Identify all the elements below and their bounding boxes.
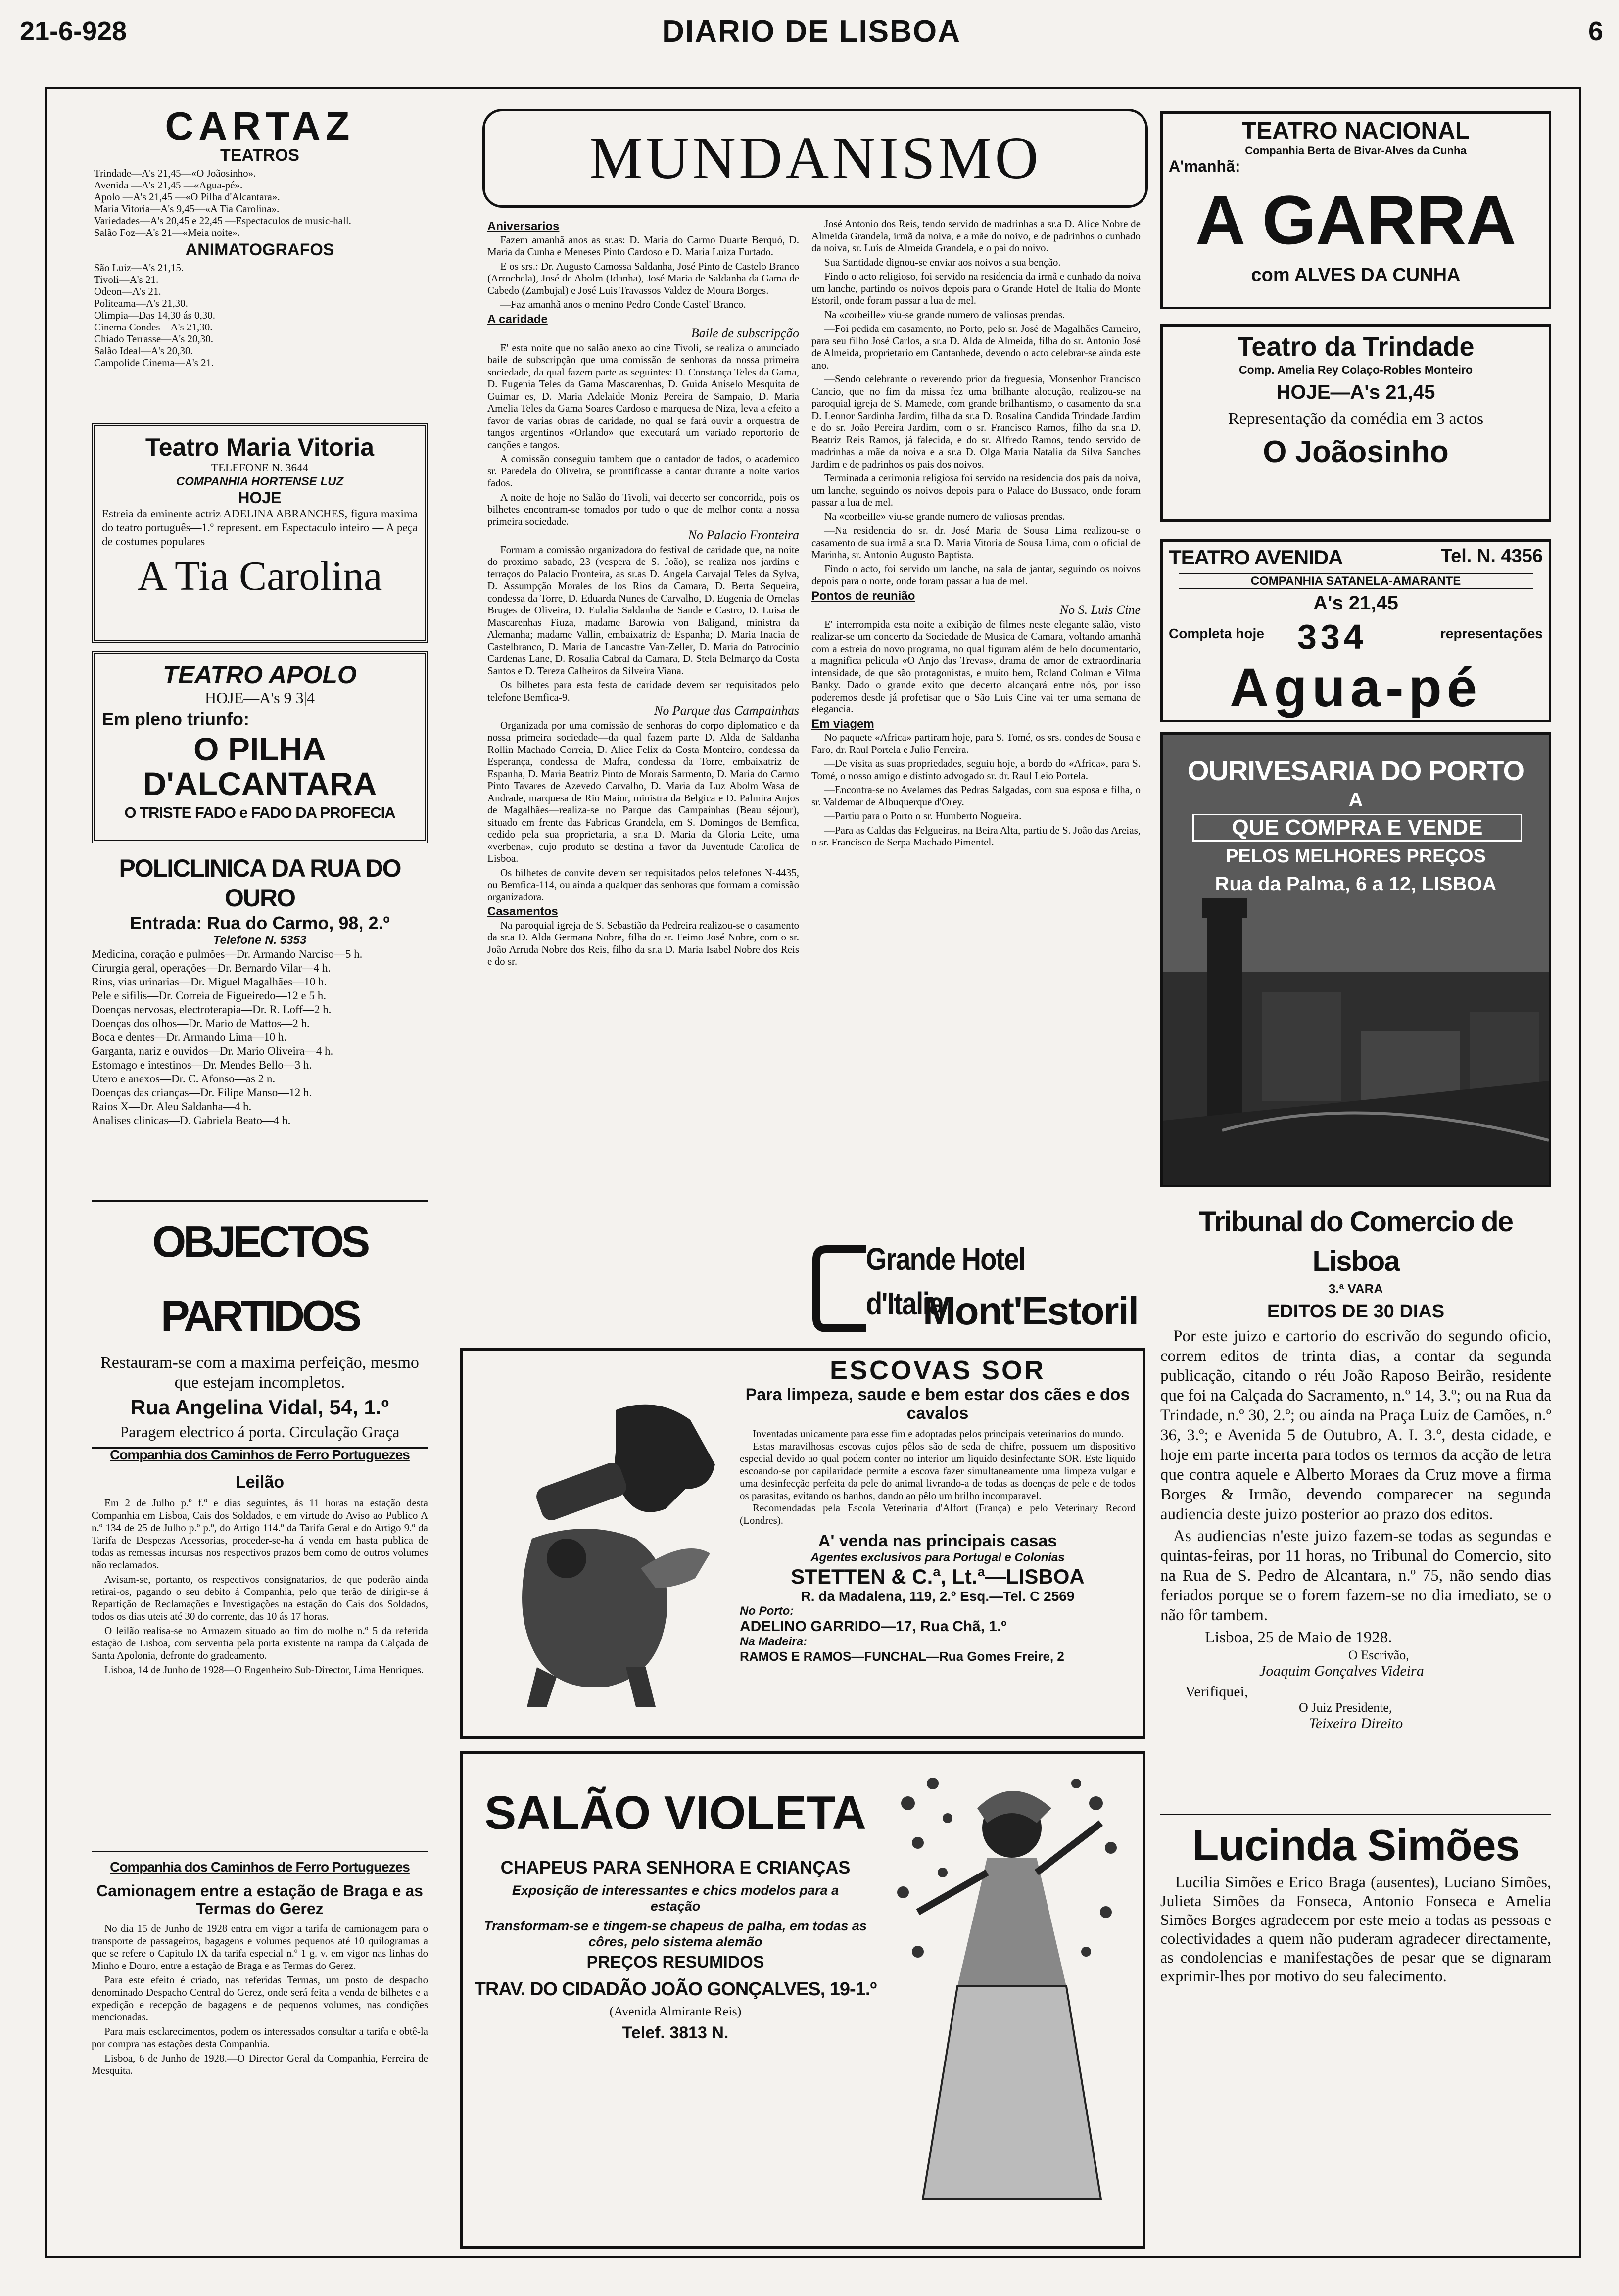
- mundanismo-paragraph: —Partiu para o Porto o sr. Humberto Nogueira.: [824, 810, 1022, 822]
- policlinica-line: Estomago e intestinos—Dr. Mendes Bello—3 h.: [92, 1059, 312, 1071]
- camionagem-company: Companhia dos Caminhos de Ferro Portuguezes: [110, 1859, 410, 1874]
- apolo-success: Em pleno triunfo:: [102, 709, 249, 729]
- trindade-company: Comp. Amelia Rey Colaço-Robles Monteiro: [1239, 363, 1473, 376]
- salao-violeta-ad: [460, 1751, 1145, 2249]
- mundanismo-paragraph: Os bilhetes de convite devem ser requisitados pelos telefones N-4435, ou Bemfica-114, ou ainda a qualquer das senhoras que formam a comissão organizadora.: [487, 866, 799, 903]
- policlinica-line: Garganta, nariz e ouvidos—Dr. Mario Oliveira—4 h.: [92, 1045, 333, 1057]
- tribunal-escrivao-label: O Escrivão,: [1348, 1648, 1409, 1662]
- apolo-play-2: D'ALCANTARA: [143, 765, 377, 802]
- mundanismo-title: MUNDANISMO: [589, 125, 1042, 191]
- mundanismo-paragraph: —Sendo celebrante o reverendo prior da freguesia, Monsenhor Francisco Cancio, que no fim da missa fez uma brilhante alocução, realizou-se na paroquial igreja de S. Mamede, com grande brilhantismo, o casamento da sr.a D. Leonor Sardinha Jardim, filha da sr.a D. Rosalina Candida Trindade Jardim e do sr. João Pereira Jardim, com o sr. Francisco Ramos, filho da sr.a D. Beatriz Reis Ramos, já falecida, e do sr. Alfredo Ramos, tendo servido de madrinhas a mãe da noiva e a sr.a D. Olga Maria Natalia da Silva Sanches Jardim e de padrinhos os pais dos noivos.: [811, 373, 1141, 470]
- camionagem-paragraph: Lisboa, 6 de Junho de 1928.—O Director Geral da Companhia, Ferreira de Mesquita.: [92, 2052, 428, 2076]
- escovas-body-3: Recomendadas pela Escola Veterinaria d'Alfort (França) e pelo Veterinary Record (Londres).: [740, 1502, 1136, 1526]
- camionagem-body: [92, 1922, 428, 2077]
- cartaz-theatre-item: Maria Vitoria—A's 9,45—«A Tia Carolina».: [94, 203, 280, 215]
- mundanismo-paragraph: Organizada por uma comissão de senhoras do corpo diplomatico e da nossa primeira sociedade—da qual fazem parte D. Alda de Saldanha Rollin Machado Correia, D. Alice Felix da Costa Monteiro, condessa da Esperança, condessa de Mafra, condessa da Torre, embaixatriz de Espanha, D. Maria Beatriz Pinto de Morais Sarmento, D. Maria do Carmo Pinto Tavares de Azevedo Carvalho, D. Maria da Luz Abolm Wasa de Andrade, marquesa de Rio Maior, ministra da Belgica e D. Palmira Anjos de Magalhães—realiza-se no Parque das Campainhas (Beau séjour), situado em frente das Fabricas Grandela, em S. Domingos de Bemfica, cedido pela sua proprietaria, a sr.a D. Maria da Gloria Leite, uma «verbena», cujo produto se destina a favor da Juventude Catolica de Lisboa.: [487, 719, 799, 864]
- escovas-sale: A' venda nas principais casas: [818, 1532, 1057, 1550]
- escovas-firm: STETTEN & C.ª, Lt.ª—LISBOA: [791, 1565, 1085, 1588]
- policlinica-line: Medicina, coração e pulmões—Dr. Armando Narciso—5 h.: [92, 948, 363, 960]
- avenida-complete-label: Completa hoje: [1169, 626, 1264, 641]
- tribunal-escrivao: Joaquim Gonçalves Videira: [1259, 1663, 1424, 1679]
- cartaz-cinema-item: Olimpia—Das 14,30 ás 0,30.: [94, 309, 215, 321]
- mundanismo-paragraph: E' esta noite que no salão anexo ao cine Tivoli, se realiza o anunciado baile de subscripção que uma comissão de senhoras da nossa primeira sociedade, da qual fazem parte as seguintes: D. Constança Teles da Gama, D. Eugenia Teles da Gama Mascarenhas, D. Guida Aniselo Mesquita de Guimar es, D. Maria Adelaide Moniz Pereira de Sampaio, D. Maria Amelia Teles da Gama Soares Cardoso e marquesa de Niza, leva a efeito a favor de varias obras de caridade, no qual se fará ouvir a orquestra de tangos argentinos «Orlando» que executará um variado reportorio de canções e tangos.: [487, 341, 799, 451]
- salao-violeta-line-4: PREÇOS RESUMIDOS: [586, 1953, 764, 1971]
- cartaz-theatre-list: [94, 167, 426, 238]
- mundanismo-paragraph: —De visita as suas propriedades, seguiu hoje, a bordo do «Africa», para S. Tomé, o nosso amigo e distinto advogado sr. dr. Raul Leio Portela.: [811, 757, 1141, 782]
- lady-with-flowers-illustration: [888, 1764, 1126, 2234]
- leilao-paragraph: O leilão realisa-se no Armazem situado ao fim do molhe n.º 5 da referida estação de Lisboa, com serventia pela porta existente na rampa da Calçada de Santa Apolonia, defronte do gradeamento.: [92, 1625, 428, 1661]
- mundanismo-paragraph: Terminada a cerimonia religiosa foi servido na residencia dos pais da noiva, um lanche, seguindo os noivos depois para o Palace do Bussaco, onde foram passar a lua de mel.: [811, 472, 1141, 508]
- salao-violeta-line-1: CHAPEUS PARA SENHORA E CRIANÇAS: [500, 1857, 851, 1877]
- apolo-ad: [92, 651, 428, 843]
- cartaz-theatres-heading: TEATROS: [220, 146, 299, 165]
- mundanismo-paragraph: Fazem amanhã anos as sr.as: D. Maria do Carmo Duarte Berquó, D. Maria da Cunha e Meneses Pinto Cardoso e D. Maria Luiza Furtado.: [487, 234, 799, 258]
- trindade-today: HOJE—A's 21,45: [1276, 381, 1435, 403]
- salao-violeta-title: SALÃO VIOLETA: [484, 1786, 866, 1839]
- ourivesaria-line-2: A: [1348, 789, 1363, 811]
- horse-dog-illustration: [477, 1390, 735, 1727]
- ourivesaria-line-5: Rua da Palma, 6 a 12, LISBOA: [1215, 873, 1497, 895]
- avenida-company: COMPANHIA SATANELA-AMARANTE: [1179, 573, 1533, 589]
- mundanismo-section-heading: Em viagem: [811, 717, 874, 731]
- apolo-bottom: O TRISTE FADO e FADO DA PROFECIA: [124, 804, 395, 821]
- mundanismo-section-heading: A caridade: [487, 312, 548, 326]
- salao-violeta-line-2: Exposição de interessantes e chics modelos para a estação: [512, 1883, 839, 1914]
- cartaz-cinema-list: [94, 262, 426, 369]
- mundanismo-paragraph: Formam a comissão organizadora do festival de caridade que, na noite do proximo sabado, 23 (vespera de S. João), se realiza nos jardins e terraços do Palacio Fronteira, as sr.as D. Angela Carvajal Teles da Sylva, D. Assumpção Morales de los Rios da Camara, D. Berta Sequeira, condessa da Torre, D. Eduarda Nunes de Carvalho, D. Eugenia de Ornelas Bruges de Oliveira, D. Eulalia Saldanha de Sande e Castro, D. Luisa de Mascarenhas Fiuza, madame Barowia von Baligand, ministra da Alemanha; madame Vallin, embaixatriz de Espanha; D. Maria Inacia de Castelbranco, D. Maria de Lancastre Van-Zeller, D. Maria do Patrocinio Cardenas Lane, D. Rosalia Cabral da Camara, D. Stela Belmarço da Costa Santos e D. Tereza Calheiros da Silveira Viana.: [487, 543, 799, 677]
- mundanismo-paragraph: Os bilhetes para esta festa de caridade devem ser requisitados pelo telefone Bemfica-9.: [487, 679, 799, 703]
- grande-hotel-ad: [811, 1237, 1143, 1341]
- camionagem-title: Camionagem entre a estação de Braga e as Termas do Gerez: [96, 1882, 423, 1918]
- policlinica-ad: [92, 853, 428, 1180]
- camionagem-paragraph: Para mais esclarecimentos, podem os interessados consultar a tarifa e obtê-la por compra nas estações desta Companhia.: [92, 2025, 428, 2050]
- nacional-title: TEATRO NACIONAL: [1241, 118, 1470, 144]
- cartaz-cinema-item: Chiado Terrasse—A's 20,30.: [94, 333, 214, 345]
- salao-violeta-avenue: (Avenida Almirante Reis): [609, 2004, 742, 2018]
- mundanismo-paragraph: —Para as Caldas das Felgueiras, na Beira Alta, partiu de S. João das Areias, o sr. Francisco de Serpa Machado Pimentel.: [811, 824, 1141, 848]
- policlinica-line: Cirurgia geral, operações—Dr. Bernardo Vilar—4 h.: [92, 962, 331, 974]
- lucinda-title: Lucinda Simões: [1192, 1821, 1520, 1870]
- mundanismo-paragraph: E' interrompida esta noite a exibição de filmes neste elegante salão, visto realizar-se um concerto da Sociedade de Musica de Camara, voltando amanhã com a estreia do novo programa, no qual figuram além de belo documentario, a magnifica pelicula «O Anjo das Trevas», drama de amor de extraordinaria intensidade, de que são protagonistas, e muito bem, Roland Colman e Vilma Banky. Dado o grande exito que decerto alcançará entre nós, por isso poderemos desde já profetisar que o São Luis Cine vai ter uma semana de elegancia.: [811, 618, 1141, 715]
- mundanismo-paragraph: No paquete «Africa» partiram hoje, para S. Tomé, os srs. condes de Sousa e Faro, dr. Raul Portela e Julio Ferreira.: [811, 731, 1141, 755]
- avenida-phone: Tel. N. 4356: [1440, 546, 1543, 566]
- cartaz-section: [94, 106, 426, 416]
- tribunal-paragraph: As audiencias n'este juizo fazem-se todas as segundas e quintas-feiras, por 11 horas, no Tribunal do Comercio, sito na Rua de S. Pedro de Alcantara, n.º 75, não sendo dias feriados porque se o forem fazem-se no dia imediato, se o não fôr tambem.: [1160, 1527, 1551, 1624]
- hotel-line-2: Mont'Estoril: [923, 1289, 1138, 1333]
- tribunal-vara: 3.ª VARA: [1328, 1281, 1383, 1296]
- escovas-madeira: RAMOS E RAMOS—FUNCHAL—Rua Gomes Freire, 2: [740, 1649, 1064, 1664]
- mundanismo-paragraph: José Antonio dos Reis, tendo servido de madrinhas a sr.a D. Alice Nobre de Almeida Grandela, irmã da noiva, e a mãe do noivo, e de padrinhos o cunhado da noiva, sr. Luís de Almeida Grandela, e o pai do noivo.: [811, 218, 1141, 254]
- escovas-firm-address: R. da Madalena, 119, 2.º Esq.—Tel. C 2569: [801, 1589, 1075, 1604]
- ourivesaria-ad: [1160, 732, 1551, 1187]
- camionagem-notice: [92, 1848, 428, 2253]
- mundanismo-paragraph: Sua Santidade dignou-se enviar aos noivos a sua benção.: [824, 256, 1061, 268]
- tribunal-editos: EDITOS DE 30 DIAS: [1267, 1301, 1445, 1322]
- trindade-title: Teatro da Trindade: [1237, 332, 1475, 362]
- mundanismo-paragraph: Na paroquial igreja de S. Sebastião da Pedreira realizou-se o casamento da sr.a D. Alda Germana Nobre, filha do sr. Feimo José Nobre, com o sr. João Arruda Nobre dos Reis, filho da sr.a D. Maria Isabel Nobre dos Reis e do sr.: [487, 919, 799, 967]
- page-header: [20, 6, 1603, 46]
- escovas-title: ESCOVAS SOR: [829, 1356, 1046, 1385]
- escovas-subtitle: Para limpeza, saude e bem estar dos cães e dos cavalos: [745, 1385, 1130, 1423]
- cartaz-theatre-item: Avenida —A's 21,45 —«Agua-pé».: [94, 179, 243, 191]
- policlinica-entrance: Entrada: Rua do Carmo, 98, 2.º: [130, 913, 390, 933]
- objectos-tram: Paragem electrico á porta. Circulação Graça: [120, 1423, 400, 1441]
- mundanismo-subheading: Baile de subscripção: [691, 326, 799, 340]
- mundanismo-paragraph: Findo o acto, foi servido um lanche, na sala de jantar, seguindo os noivos depois para o norte, onde foram passar a lua de mel.: [811, 562, 1141, 587]
- maria-vitoria-company: COMPANHIA HORTENSE LUZ: [176, 475, 344, 488]
- mundanismo-paragraph: Findo o acto religioso, foi servido na residencia da irmã e cunhado da noiva um lanche, partindo os noivos depois para o Grande Hotel de Italia do Monte Estoril, onde foram passar a lua de mel.: [811, 270, 1141, 306]
- mundanismo-subheading: No S. Luis Cine: [1059, 603, 1141, 617]
- teatro-nacional-ad: [1160, 111, 1551, 309]
- mundanismo-paragraph: Na «corbeille» viu-se grande numero de valiosas prendas.: [824, 510, 1065, 522]
- leilao-paragraph: Em 2 de Julho p.º f.º e dias seguintes, ás 11 horas na estação desta Companhia em Lisboa, Cais dos Soldados, e em virtude do Aviso ao Publico A n.º 134 de 25 de Julho p.º p.º, do Artigo 114.º da Tarifa Geral e do Artigo 9.º da Tarifa de Despezas Acessorias, proceder-se-ha á venda em hasta publica de todas as remessas incursas nos respectivos prazos bem como de outros volumes não reclamados.: [92, 1497, 428, 1571]
- policlinica-list: [92, 947, 428, 1127]
- tribunal-title: Tribunal do Comercio de Lisboa: [1199, 1206, 1513, 1277]
- salao-violeta-line-3: Transformam-se e tingem-se chapeus de palha, em todas as côres, pelo sistema alemão: [484, 1919, 867, 1949]
- trindade-ad: [1160, 324, 1551, 522]
- policlinica-phone: Telefone N. 5353: [213, 934, 307, 947]
- policlinica-line: Raios X—Dr. Aleu Saldanha—4 h.: [92, 1100, 252, 1113]
- cartaz-theatre-item: Variedades—A's 20,45 e 22,45 —Espectaculos de music-hall.: [94, 215, 351, 227]
- camionagem-paragraph: Para este efeito é criado, nas referidas Termas, um posto de despacho denominado Despacho Central do Gerez, onde será feita a venda de bilhetes e a expedição e recepção de bagagens e de pequenos volumes, nas condições mencionadas.: [92, 1974, 428, 2023]
- cartaz-theatre-item: Salão Foz—A's 21—«Meia noite».: [94, 227, 240, 238]
- avenida-count: 334: [1297, 617, 1367, 656]
- policlinica-line: Doenças das crianças—Dr. Filipe Manso—12 h.: [92, 1086, 312, 1099]
- mundanismo-paragraph: A noite de hoje no Salão do Tivoli, vai decerto ser concorrida, pois os bilhetes encontram-se tomados por tudo o que de melhor conta a nossa primeira sociedade.: [487, 491, 799, 527]
- cartaz-cinema-item: Cinema Condes—A's 21,30.: [94, 321, 213, 333]
- escovas-porto-label: No Porto:: [740, 1604, 794, 1618]
- mundanismo-section-heading: Casamentos: [487, 905, 558, 918]
- mundanismo-paragraph: —Faz amanhã anos o menino Pedro Conde Castel' Branco.: [500, 298, 746, 310]
- tribunal-paragraph: Por este juizo e cartorio do escrivão do segundo oficio, correm editos de trinta dias, a contar da segunda publicação, citando o réu João Raposo Beirão, residente que foi na Calçada do Sacramento, n.º 14, 3.º; ou na Rua da Trindade, n.º 30, 2.º; ou ainda na Praça Luiz de Camões, n.º 36, 3.º; e Avenida 5 de Outubro, A. I. 3.º, desta cidade, e hoje em parte incerta para todos os termos da acção de letra que contra aquele e Alberto Moraes da Cruz move a firma Borges & Irmão, devendo comparecer na segunda audiencia deste juizo posterior ao prazo dos editos.: [1160, 1327, 1551, 1523]
- cartaz-cinema-item: Tivoli—A's 21.: [94, 274, 159, 285]
- objectos-title: OBJECTOS PARTIDOS: [152, 1217, 368, 1340]
- escovas-body-1: Inventadas unicamente para esse fim e adoptadas pelos principais veterinarios do mundo.: [753, 1428, 1124, 1440]
- mundanismo-paragraph: Na «corbeille» viu-se grande numero de valiosas prendas.: [824, 308, 1065, 321]
- cartaz-theatre-item: Trindade—A's 21,45—«O Joãosinho».: [94, 167, 256, 179]
- cartaz-cinema-item: Salão Ideal—A's 20,30.: [94, 345, 193, 357]
- nacional-play: A GARRA: [1195, 181, 1517, 259]
- cartaz-cinema-item: Campolide Cinema—A's 21.: [94, 357, 214, 369]
- ourivesaria-line-4: PELOS MELHORES PREÇOS: [1226, 846, 1486, 867]
- tribunal-body: [1160, 1326, 1551, 1625]
- tribunal-juiz: Teixeira Direito: [1309, 1715, 1403, 1732]
- mundanismo-column-1: [487, 218, 799, 1494]
- escovas-porto: ADELINO GARRIDO—17, Rua Chã, 1.º: [740, 1618, 1007, 1635]
- maria-vitoria-phone: TELEFONE N. 3644: [211, 462, 309, 474]
- hotel-bracket-icon: [811, 1239, 871, 1338]
- escovas-ad: [460, 1348, 1145, 1739]
- mundanismo-banner: [482, 109, 1148, 208]
- page-number: 6: [1588, 16, 1603, 46]
- policlinica-line: Utero e anexos—Dr. C. Afonso—as 2 n.: [92, 1073, 276, 1085]
- policlinica-line: Doenças nervosas, electroterapia—Dr. R. Loff—2 h.: [92, 1003, 332, 1016]
- escovas-body-2: Estas maravilhosas escovas cujos pêlos são de seda de chifre, possuem um dispositivo especial devido ao qual podem conter no interior um liquido desinfectante SOR. Este liquido escoando-se por capilaridade permite a escova fazer simultaneamente uma limpeza vulgar e uma desinfecção perfeita da pele do animal livrando-a de todas as doenças de pele e de todos os parasitas, evitando os banhos, dando ao pêlo um brilho incomparavel.: [740, 1440, 1136, 1501]
- policlinica-line: Rins, vias urinarias—Dr. Miguel Magalhães—10 h.: [92, 976, 327, 988]
- leilao-paragraph: Lisboa, 14 de Junho de 1928—O Engenheiro Sub-Director, Lima Henriques.: [104, 1664, 424, 1676]
- maria-vitoria-title: Teatro Maria Vitoria: [145, 433, 375, 461]
- trindade-body: Representação da comédia em 3 actos: [1228, 410, 1484, 428]
- cartaz-cinema-item: São Luiz—A's 21,15.: [94, 262, 184, 274]
- policlinica-line: Doenças dos olhos—Dr. Mario de Mattos—2 h.: [92, 1017, 310, 1030]
- avenida-time: A's 21,45: [1313, 592, 1398, 614]
- newspaper-title: DIARIO DE LISBOA: [662, 14, 961, 48]
- tribunal-date: Lisboa, 25 de Maio de 1928.: [1205, 1629, 1392, 1646]
- trindade-play: O Joãosinho: [1263, 435, 1449, 469]
- leilao-company: Companhia dos Caminhos de Ferro Portuguezes: [110, 1447, 410, 1462]
- apolo-today: HOJE—A's 9 3|4: [205, 689, 315, 706]
- avenida-reps: representações: [1440, 626, 1543, 641]
- cartaz-cinema-item: Politeama—A's 21,30.: [94, 297, 188, 309]
- policlinica-title: POLICLINICA DA RUA DO OURO: [119, 854, 401, 912]
- maria-vitoria-today: HOJE: [238, 489, 282, 507]
- objectos-address: Rua Angelina Vidal, 54, 1.º: [131, 1396, 389, 1419]
- ourivesaria-line-3: QUE COMPRA E VENDE: [1192, 814, 1522, 842]
- objectos-ad: [92, 1197, 428, 1440]
- salao-violeta-phone: Telef. 3813 N.: [622, 2023, 729, 2042]
- mundanismo-paragraph: E os srs.: Dr. Augusto Camossa Saldanha, José Pinto de Castelo Branco (Arrochela), José de Abolm (Idanha), José Maria de Saldanha da Gama de Cabedo (Zambujal) e José Luis Travassos Valdez de Moura Borges.: [487, 260, 799, 296]
- cartaz-cinemas-heading: ANIMATOGRAFOS: [185, 240, 334, 259]
- mundanismo-section-heading: Aniversarios: [487, 220, 560, 233]
- mundanismo-paragraph: A comissão conseguiu tambem que o cantador de fados, o academico sr. Paredela do Oliveira, se prontificasse a cantar durante a noite varios fados.: [487, 453, 799, 489]
- avenida-title: TEATRO AVENIDA: [1169, 546, 1343, 569]
- leilao-notice: [92, 1447, 428, 1823]
- leilao-body: [92, 1497, 428, 1676]
- maria-vitoria-ad: [92, 423, 428, 643]
- policlinica-line: Boca e dentes—Dr. Armando Lima—10 h.: [92, 1031, 287, 1043]
- maria-vitoria-body: Estreia da eminente actriz ADELINA ABRANCHES, figura maxima do teatro português—1.º represent. em Espectaculo inteiro — A peça de costumes populares: [102, 508, 418, 548]
- mundanismo-subheading: No Palacio Fronteira: [688, 528, 799, 542]
- mundanismo-column-2: [811, 218, 1141, 1232]
- mundanismo-paragraph: —Na residencia do sr. dr. José Maria de Sousa Lima realizou-se o casamento de sua irmã a sr.a D. Maria Vitoria de Sousa Lima, com o oficial de Marinha, sr. Antonio Augusto Baptista.: [811, 524, 1141, 561]
- objectos-body: Restauram-se com a maxima perfeição, mesmo que estejam incompletos.: [100, 1354, 419, 1392]
- camionagem-paragraph: No dia 15 de Junho de 1928 entra em vigor a tarifa de camionagem para o transporte de passageiros, bagagens e volumes pequenos até 10 quilogramas a que se refere o Capitulo IX da tarifa especial n.º 1 g. v. em vigor nas linhas do Minho e Douro, entre a estação de Braga e as Termas do Gerez.: [92, 1922, 428, 1971]
- nacional-company: Companhia Berta de Bivar-Alves da Cunha: [1245, 144, 1467, 157]
- tribunal-juiz-label: O Juiz Presidente,: [1299, 1700, 1392, 1715]
- mundanismo-paragraph: —Encontra-se no Avelames das Pedras Salgadas, com sua esposa e filha, o sr. Valdemar de Albuquerque d'Orey.: [811, 784, 1141, 808]
- escovas-madeira-label: Na Madeira:: [740, 1635, 808, 1648]
- leilao-paragraph: Avisam-se, portanto, os respectivos consignatarios, de que poderão ainda retirai-os, pagando o seu debito á Companhia, pelo que terão de dirigir-se á Repartição de Reclamações e Investigações na estação do Cais dos Soldados, todos os dias uteis até 30 do corrente, das 10 ás 17 horas.: [92, 1573, 428, 1622]
- avenida-ad: [1160, 539, 1551, 722]
- apolo-title: TEATRO APOLO: [163, 661, 357, 689]
- apolo-play-1: O PILHA: [193, 731, 326, 767]
- maria-vitoria-play: A Tia Carolina: [137, 553, 382, 599]
- mundanismo-paragraph: —Foi pedida em casamento, no Porto, pelo sr. José de Magalhães Carneiro, para seu filho José Carlos, a sr.a D. Alda de Almeida, filha do sr. Antonio José de Almeida, proprietario em Cantanhede, devendo o acto celebrar-se ainda este ano.: [811, 323, 1141, 371]
- ourivesaria-line-1: OURIVESARIA DO PORTO: [1187, 755, 1524, 786]
- mundanismo-section-heading: Pontos de reunião: [811, 589, 915, 603]
- tribunal-verifiquei: Verifiquei,: [1185, 1684, 1248, 1700]
- lucinda-notice: [1160, 1811, 1551, 2167]
- hotel-line-1: Grande Hotel d'Italia: [866, 1241, 1025, 1321]
- nacional-with: com ALVES DA CUNHA: [1251, 265, 1461, 285]
- cartaz-title: CARTAZ: [165, 104, 355, 148]
- lucinda-body: Lucilia Simões e Erico Braga (ausentes), Luciano Simões, Julieta Simões da Fonseca, Antonio Fonseca e Amelia Simões Borges agradecem por este meio a todas as pessoas e colectividades a quem não puderam agradecer directamente, as condolencias e manifestações de pesar que se dignaram exprimir-lhes por motivo do seu falecimento.: [1160, 1873, 1551, 1985]
- policlinica-line: Analises clinicas—D. Gabriela Beato—4 h.: [92, 1114, 291, 1126]
- cartaz-cinema-item: Odeon—A's 21.: [94, 285, 161, 297]
- cartaz-theatre-item: Apolo —A's 21,45 —«O Pilha d'Alcantara».: [94, 191, 280, 203]
- avenida-play: Agua-pé: [1230, 657, 1482, 718]
- tribunal-notice: [1160, 1202, 1551, 1791]
- policlinica-line: Pele e sifilis—Dr. Correia de Figueiredo—12 e 5 h.: [92, 989, 326, 1002]
- mundanismo-subheading: No Parque das Campainhas: [654, 703, 799, 718]
- leilao-title: Leilão: [235, 1473, 285, 1492]
- salao-violeta-address: TRAV. DO CIDADÃO JOÃO GONÇALVES, 19-1.º: [474, 1979, 877, 2000]
- escovas-agents: Agentes exclusivos para Portugal e Colonias: [810, 1551, 1065, 1564]
- page-date: 21-6-928: [20, 16, 127, 46]
- nacional-tomorrow: A'manhã:: [1169, 157, 1240, 175]
